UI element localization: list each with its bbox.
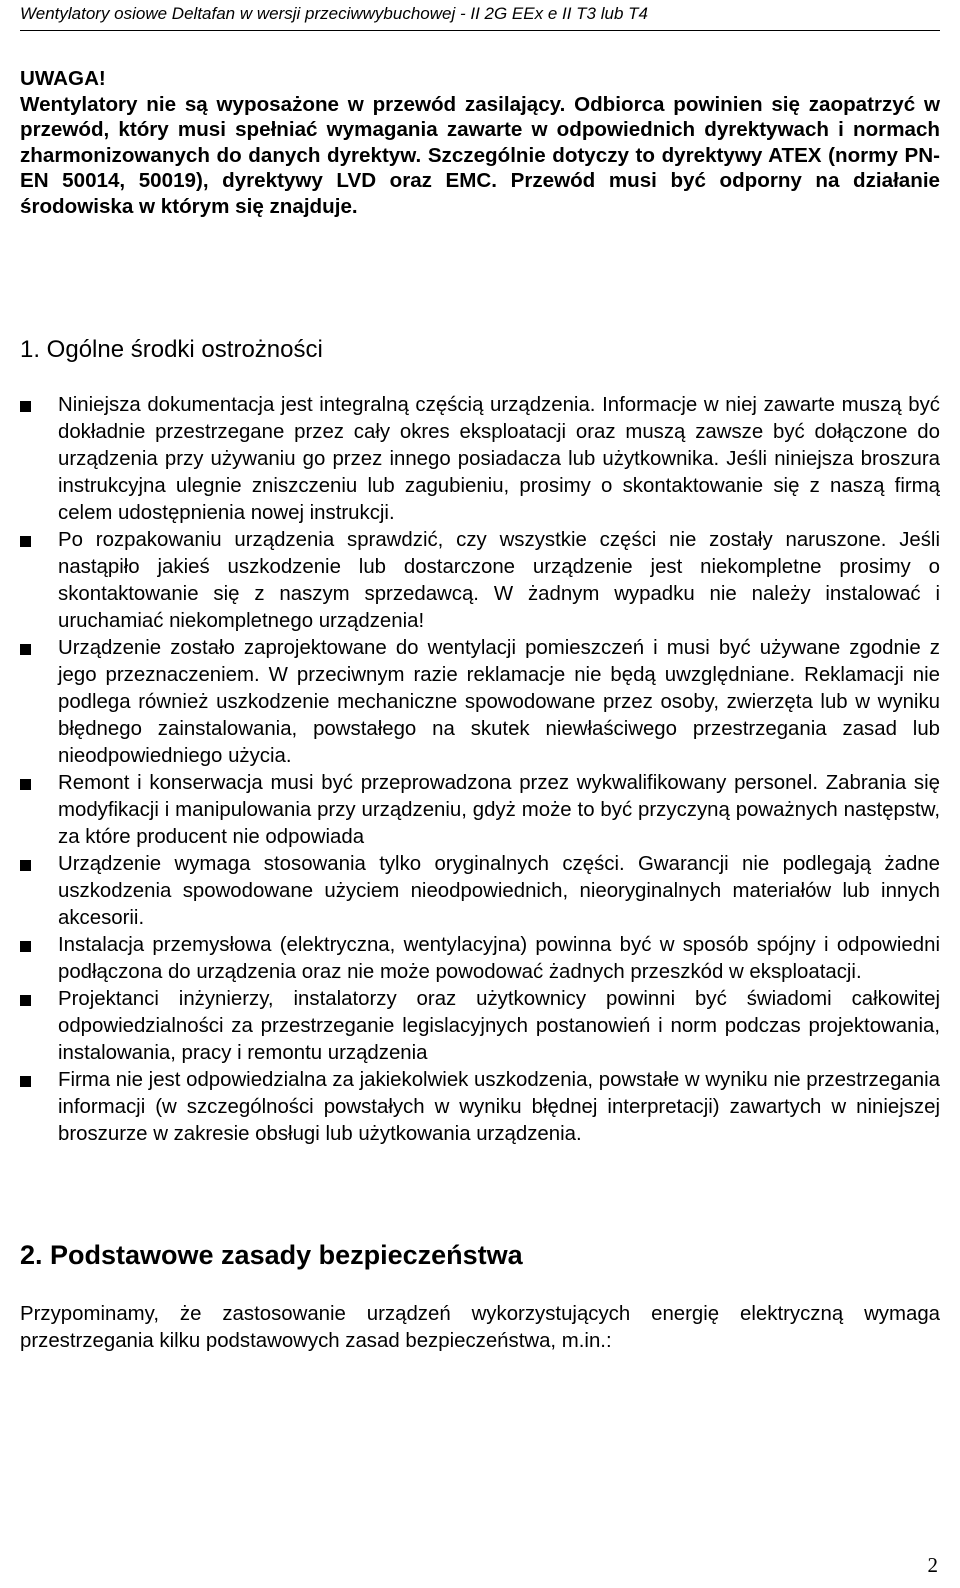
list-item-text: Remont i konserwacja musi być przeprowadzona przez wykwalifikowany personel. Zabrania się modyfikacji i manipulowania przy urządzeniu, gdyż może to być przyczyną poważnych następstw, za które producent nie odpowiada [58,772,940,848]
list-item [20,1067,940,1148]
section-2-intro: Przypominamy, że zastosowanie urządzeń wykorzystujących energię elektryczną wymaga przestrzegania kilku podstawowych zasad bezpieczeństwa, m.in.: [20,1303,940,1352]
warning-title: UWAGA! [20,67,106,90]
square-bullet-icon [20,995,31,1006]
list-item-text: Po rozpakowaniu urządzenia sprawdzić, czy wszystkie części nie zostały naruszone. Jeśli nastąpiło jakieś uszkodzenie lub dostarczone urządzenie jest niekompletne prosimy o skontaktowanie się z naszym sprzedawcą. W żadnym wypadku nie należy instalować i uruchamiać niekompletnego urządzenia! [58,529,940,632]
running-header: Wentylatory osiowe Deltafan w wersji przeciwwybuchowej - II 2G EEx e II T3 lub T4 [20,4,648,23]
section-2-heading: 2. Podstawowe zasady bezpieczeństwa [20,1240,523,1270]
list-item [20,770,940,851]
square-bullet-icon [20,401,31,412]
square-bullet-icon [20,1076,31,1087]
list-item-text: Instalacja przemysłowa (elektryczna, wentylacyjna) powinna być w sposób spójny i odpowiedni podłączona do urządzenia oraz nie może powodować żadnych przeszkód w eksploatacji. [58,934,940,983]
warning-block [20,66,940,220]
square-bullet-icon [20,941,31,952]
list-item [20,986,940,1067]
list-item-text: Urządzenie wymaga stosowania tylko oryginalnych części. Gwarancji nie podlegają żadne uszkodzenia spowodowane użyciem nieodpowiednich, nieoryginalnych materiałów lub innych akcesorii. [58,853,940,929]
list-item-text: Urządzenie zostało zaprojektowane do wentylacji pomieszczeń i musi być używane zgodnie z jego przeznaczeniem. W przeciwnym razie reklamacje nie będą uwzględniane. Reklamacji nie podlega również uszkodzenie mechaniczne spowodowane przez osoby, zwierzęta lub w wyniku błędnego zainstalowania, powstałego na skutek niewłaściwego przestrzegania zasad lub nieodpowiedniego użycia. [58,637,940,767]
header-divider [20,30,940,31]
list-item [20,527,940,635]
square-bullet-icon [20,644,31,655]
list-item-text: Projektanci inżynierzy, instalatorzy oraz użytkownicy powinni być świadomi całkowitej odpowiedzialności za przestrzeganie legislacyjnych postanowień i norm podczas projektowania, instalowania, pracy i remontu urządzenia [58,988,940,1064]
square-bullet-icon [20,860,31,871]
square-bullet-icon [20,779,31,790]
list-item [20,851,940,932]
list-item-text: Firma nie jest odpowiedzialna za jakiekolwiek uszkodzenia, powstałe w wyniku nie przestrzegania informacji (w szczególności powstałych w wyniku błędnej interpretacji) zawartych w niniejszej broszurze w zakresie obsługi lub użytkowania urządzenia. [58,1069,940,1145]
list-item-text: Niniejsza dokumentacja jest integralną częścią urządzenia. Informacje w niej zawarte muszą być dokładnie przestrzegane przez cały okres eksploatacji oraz muszą zawsze być dołączone do urządzenia przy używaniu go przez innego posiadacza lub użytkownika. Jeśli niniejsza broszura instrukcyjna ulegnie zniszczeniu lub zagubieniu, prosimy o skontaktowanie się z naszą firmą celem udostępnienia nowej instrukcji. [58,394,940,524]
page-number: 2 [927,1553,938,1577]
square-bullet-icon [20,536,31,547]
list-item [20,635,940,770]
list-item [20,932,940,986]
list-item [20,392,940,527]
warning-body: Wentylatory nie są wyposażone w przewód zasilający. Odbiorca powinien się zaopatrzyć w przewód, który musi spełniać wymagania zawarte w odpowiednich dyrektywach i normach zharmonizowanych do danych dyrektyw. Szczególnie dotyczy to dyrektywy ATEX (normy PN-EN 50014, 50019), dyrektywy LVD oraz EMC. Przewód musi być odporny na działanie środowiska w którym się znajduje. [20,92,940,218]
precautions-list [20,392,940,1148]
section-1-heading: 1. Ogólne środki ostrożności [20,336,323,363]
